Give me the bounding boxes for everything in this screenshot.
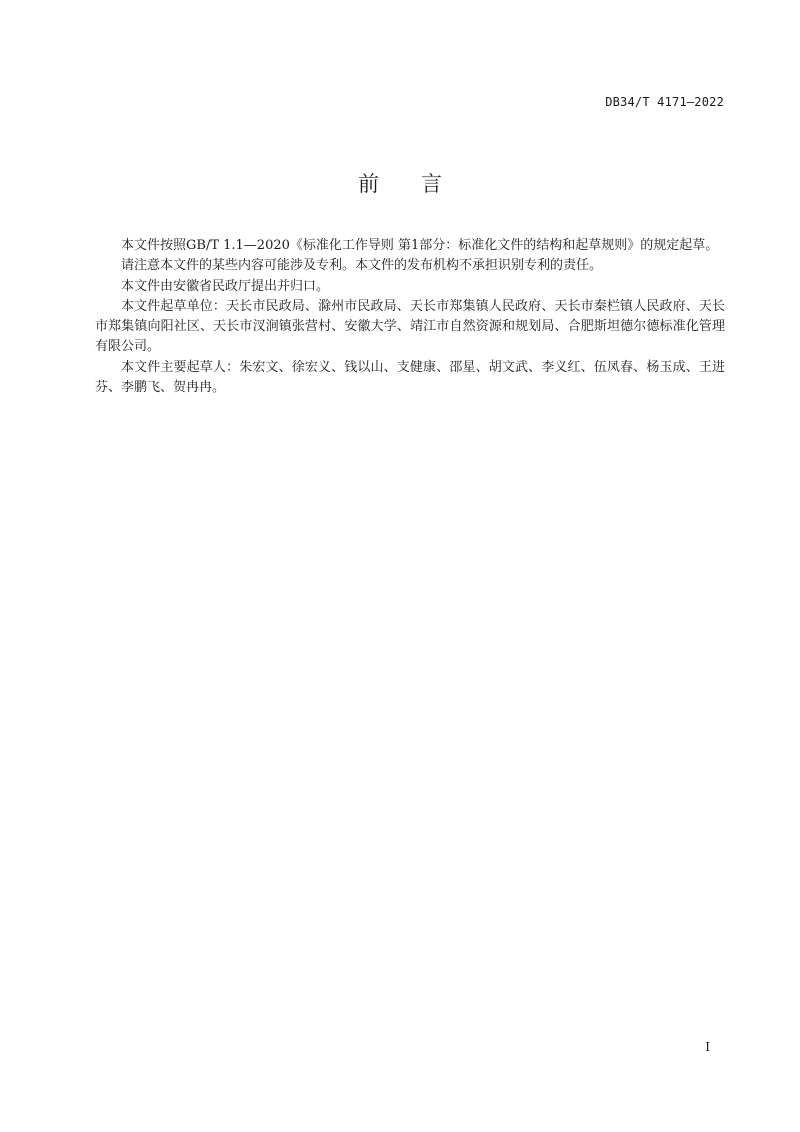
foreword-body — [95, 236, 725, 398]
paragraph-patent-notice: 请注意本文件的某些内容可能涉及专利。本文件的发布机构不承担识别专利的责任。 — [121, 258, 603, 274]
page-number: I — [705, 1040, 710, 1054]
document-code: DB34/T 4171—2022 — [605, 95, 724, 109]
page-title: 前言 — [358, 172, 484, 196]
paragraph-drafters: 本文件主要起草人：朱宏文、徐宏义、钱以山、支健康、邵星、胡文武、李义红、伍凤春、杨玉成、王进芬、李鹏飞、贺冉冉。 — [95, 359, 725, 396]
paragraph-drafting-units: 本文件起草单位：天长市民政局、滁州市民政局、天长市郑集镇人民政府、天长市秦栏镇人民政府、天长市郑集镇向阳社区、天长市汊涧镇张营村、安徽大学、靖江市自然资源和规划局、合肥斯坦德尔德标准化管理有限公司。 — [95, 298, 725, 355]
paragraph-drafting-rules: 本文件按照GB/T 1.1—2020《标准化工作导则 第1部分：标准化文件的结构和起草规则》的规定起草。 — [121, 238, 719, 253]
paragraph-proposer: 本文件由安徽省民政厅提出并归口。 — [121, 278, 330, 294]
